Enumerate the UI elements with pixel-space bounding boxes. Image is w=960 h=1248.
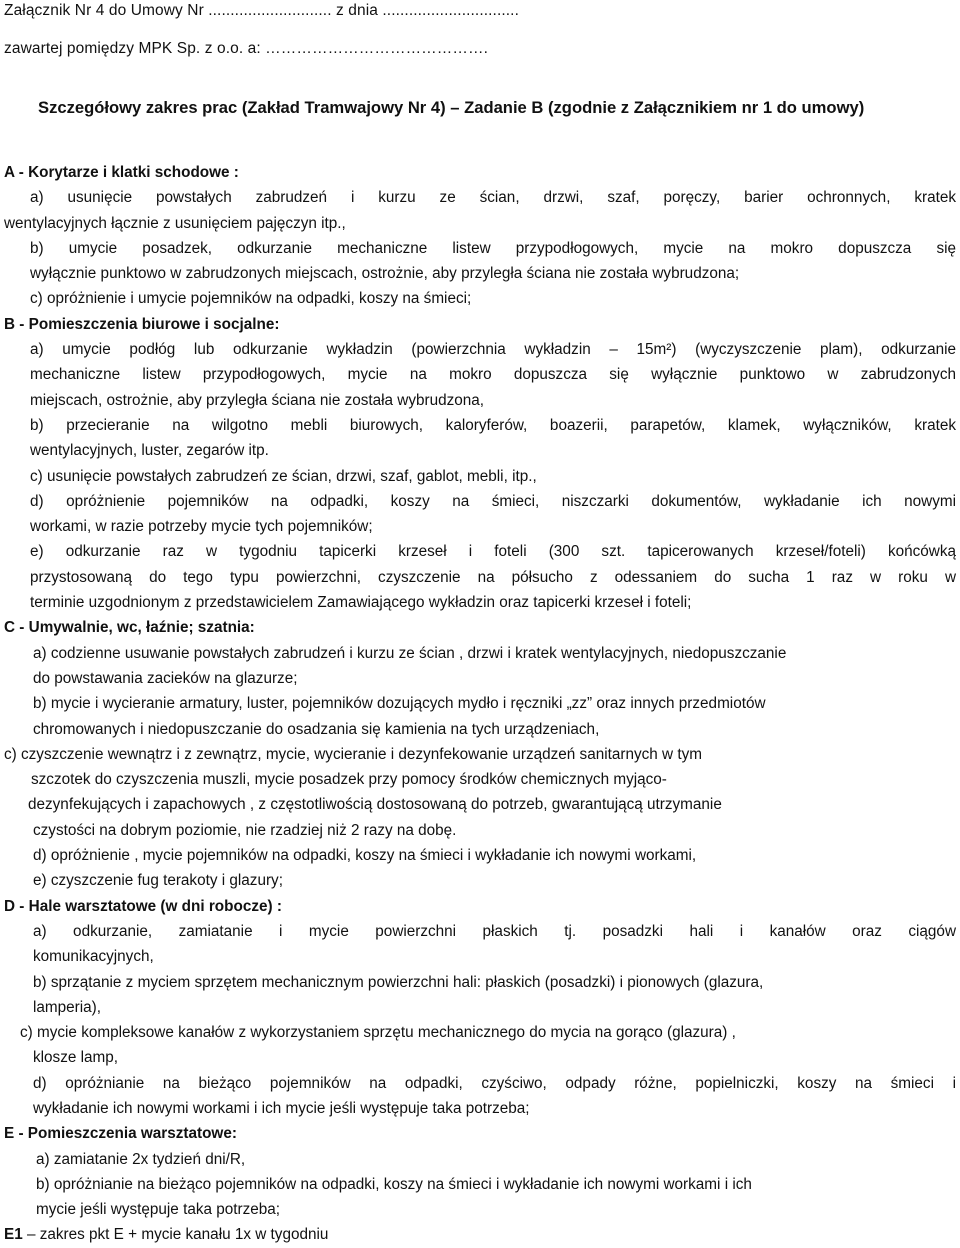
body-text-line: lamperia),: [33, 998, 102, 1016]
body-text-line: przystosowaną do tego typu powierzchni, czyszczenie na półsucho z odessaniem do sucha 1 raz w roku w: [30, 568, 956, 586]
body-text-line: wykładanie ich nowymi workami i ich mycie jeśli występuje taka potrzeba;: [33, 1099, 530, 1117]
body-text-line: wentylacyjnych, luster, zegarów itp.: [30, 442, 269, 460]
body-text-line: a) zamiatanie 2x tydzień dni/R,: [36, 1150, 246, 1168]
body-text-line: komunikacyjnych,: [33, 948, 154, 966]
body-text-line: czystości na dobrym poziomie, nie rzadziej niż 2 razy na dobę.: [33, 821, 457, 839]
body-text-line: wentylacyjnych łącznie z usunięciem pajęczyn itp.,: [4, 214, 346, 232]
body-text-line: b) mycie i wycieranie armatury, luster, pojemników dozujących mydło i ręczniki „zz” oraz innych przedmiotów: [33, 695, 766, 713]
body-text-line: a) odkurzanie, zamiatanie i mycie powierzchni płaskich tj. posadzki hali i kanałów oraz ciągów: [33, 922, 956, 940]
body-text-line: szczotek do czyszczenia muszli, mycie posadzek przy pomocy środków chemicznych myjąco-: [31, 771, 667, 789]
body-text-line: mechaniczne listew przypodłogowych, mycie na mokro dopuszcza się wyłącznie punktowo w zabrudzonych: [30, 366, 956, 384]
body-text-line: d) opróżnienie , mycie pojemników na odpadki, koszy na śmieci i wykładanie ich nowymi workami,: [33, 847, 697, 865]
body-text-line: E1 – zakres pkt E + mycie kanału 1x w tygodniu: [4, 1226, 329, 1244]
body-text-line: wyłącznie punktowo w zabrudzonych miejscach, ostrożnie, aby przyległa ściana nie została wybrudzona;: [30, 265, 740, 283]
body-text-line: mycie jeśli występuje taka potrzeba;: [36, 1201, 281, 1219]
body-text-line: a) usunięcie powstałych zabrudzeń i kurzu ze ścian, drzwi, szaf, poręczy, barier ochronnych, kratek: [30, 189, 956, 207]
section-heading: B - Pomieszczenia biurowe i socjalne:: [4, 315, 280, 333]
body-text-line: klosze lamp,: [33, 1049, 119, 1067]
section-heading: A - Korytarze i klatki schodowe :: [4, 164, 239, 181]
annex-header-line2: zawartej pomiędzy MPK Sp. z o.o. a: …………………………………….: [4, 40, 488, 57]
body-text-line: b) umycie posadzek, odkurzanie mechaniczne listew przypodłogowych, mycie na mokro dopuszcza się: [30, 239, 956, 257]
document-title: Szczegółowy zakres prac (Zakład Tramwajowy Nr 4) – Zadanie B (zgodnie z Załącznikiem nr 1 do umowy): [38, 98, 865, 117]
body-text-line: c) usunięcie powstałych zabrudzeń ze ścian, drzwi, szaf, gablot, mebli, itp.,: [30, 467, 537, 485]
section-heading: E - Pomieszczenia warsztatowe:: [4, 1125, 237, 1143]
body-text-line: dezynfekujących i zapachowych , z częstotliwością dostosowaną do potrzeb, gwarantującą utrzymanie: [28, 796, 722, 814]
body-text-line: b) opróżnianie na bieżąco pojemników na odpadki, koszy na śmieci i wykładanie ich nowymi workami i ich: [36, 1175, 752, 1193]
body-text-line: e) czyszczenie fug terakoty i glazury;: [33, 872, 283, 890]
section-heading: C - Umywalnie, wc, łaźnie; szatnia:: [4, 619, 255, 637]
scope-of-work-body: [4, 160, 956, 1248]
body-text-line: d) opróżnianie na bieżąco pojemników na odpadki, czyściwo, odpady różne, popielniczki, koszy na śmieci i: [33, 1074, 956, 1092]
section-heading: D - Hale warsztatowe (w dni robocze) :: [4, 897, 282, 915]
body-text-line: do powstawania zacieków na glazurze;: [33, 669, 298, 687]
annex-header-line1: Załącznik Nr 4 do Umowy Nr ............................ z dnia ...............................: [4, 2, 519, 19]
body-text-line: terminie uzgodnionym z przedstawicielem Zamawiającego wykładzin oraz tapicerki krzeseł i foteli;: [30, 594, 692, 612]
body-text-line: a) umycie podłóg lub odkurzanie wykładzin (powierzchnia wykładzin – 15m²) (wyczyszczenie plam), odkurzanie: [30, 341, 956, 359]
section-label-e1: E1: [4, 1226, 23, 1244]
body-text-line: c) mycie kompleksowe kanałów z wykorzystaniem sprzętu mechanicznego do mycia na gorąco (glazura) ,: [20, 1024, 736, 1042]
body-text-line: e) odkurzanie raz w tygodniu tapicerki krzeseł i foteli (300 szt. tapicerowanych krzeseł/foteli) końcówką: [30, 543, 956, 561]
body-text-line: c) opróżnienie i umycie pojemników na odpadki, koszy na śmieci;: [30, 290, 472, 308]
body-text-line: b) przecieranie na wilgotno mebli biurowych, kaloryferów, boazerii, parapetów, klamek, wyłączników, kratek: [30, 416, 956, 434]
body-text-line: d) opróżnienie pojemników na odpadki, koszy na śmieci, niszczarki dokumentów, wykładanie ich nowymi: [30, 492, 956, 510]
body-text-line: a) codzienne usuwanie powstałych zabrudzeń i kurzu ze ścian , drzwi i kratek wentylacyjnych, niedopuszczanie: [33, 644, 787, 662]
body-text-line: b) sprzątanie z myciem sprzętem mechanicznym powierzchni hali: płaskich (posadzki) i pionowych (glazura,: [33, 973, 764, 991]
body-text-line: miejscach, ostrożnie, aby przyległa ściana nie została wybrudzona,: [30, 391, 485, 409]
body-text-line: c) czyszczenie wewnątrz i z zewnątrz, mycie, wycieranie i dezynfekowanie urządzeń sanitarnych w tym: [4, 745, 702, 763]
body-text-line: workami, w razie potrzeby mycie tych pojemników;: [30, 518, 373, 536]
body-text-line: chromowanych i niedopuszczanie do osadzania się kamienia na tych urządzeniach,: [33, 720, 600, 738]
